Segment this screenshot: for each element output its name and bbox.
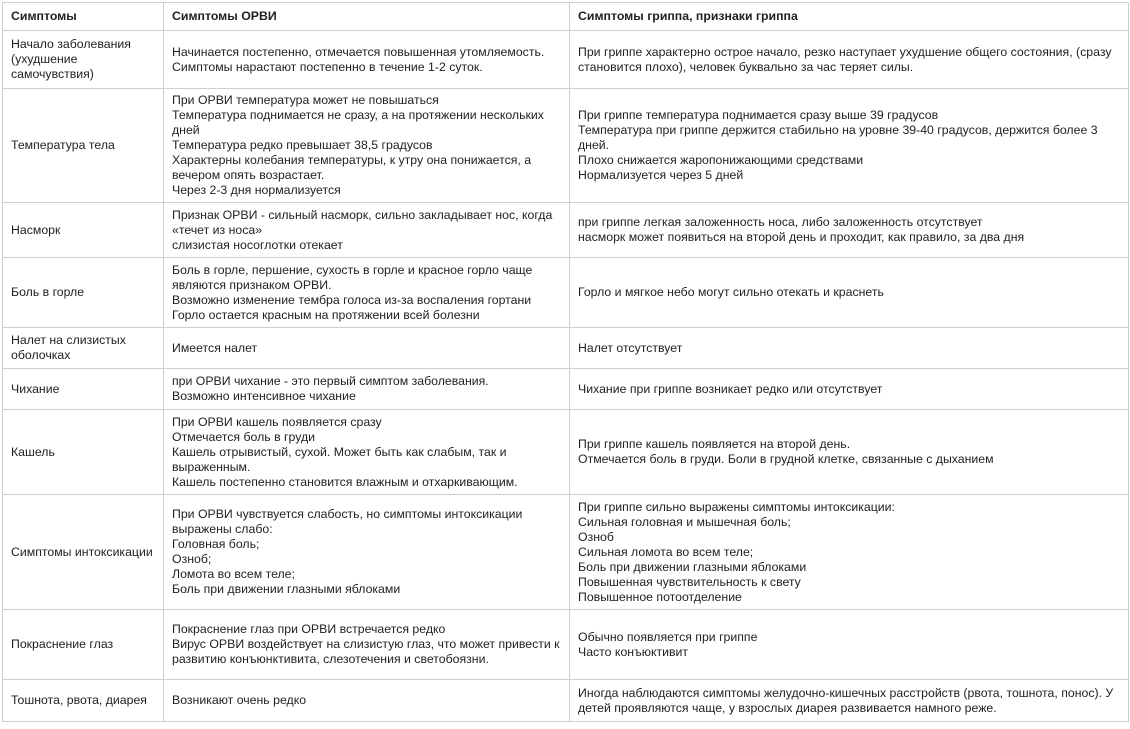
table-row	[3, 610, 1129, 680]
cell-orvi: Признак ОРВИ - сильный насморк, сильно закладывает нос, когда «течет из носа» слизистая носоглотки отекает	[164, 203, 570, 258]
cell-symptom: Симптомы интоксикации	[3, 495, 164, 610]
cell-orvi: Возникают очень редко	[164, 680, 570, 722]
cell-orvi: При ОРВИ кашель появляется сразу Отмечается боль в груди Кашель отрывистый, сухой. Может быть как слабым, так и выраженным. Кашель постепенно становится влажным и отхаркивающим.	[164, 410, 570, 495]
cell-flu: При гриппе температура поднимается сразу выше 39 градусов Температура при гриппе держится стабильно на уровне 39-40 градусов, держится более 3 дней. Плохо снижается жаропонижающими средствами Нормализуется через 5 дней	[570, 89, 1129, 203]
table-row	[3, 258, 1129, 328]
cell-flu: при гриппе легкая заложенность носа, либо заложенность отсутствует насморк может появиться на второй день и проходит, как правило, за два дня	[570, 203, 1129, 258]
cell-flu: Горло и мягкое небо могут сильно отекать и краснеть	[570, 258, 1129, 328]
cell-flu: При гриппе кашель появляется на второй день. Отмечается боль в груди. Боли в грудной клетке, связанные с дыханием	[570, 410, 1129, 495]
cell-orvi: При ОРВИ чувствуется слабость, но симптомы интоксикации выражены слабо: Головная боль; Озноб; Ломота во всем теле; Боль при движении глазными яблоками	[164, 495, 570, 610]
table-row	[3, 328, 1129, 369]
cell-flu: Чихание при гриппе возникает редко или отсутствует	[570, 369, 1129, 410]
cell-symptom: Чихание	[3, 369, 164, 410]
table-row	[3, 495, 1129, 610]
cell-symptom: Насморк	[3, 203, 164, 258]
header-orvi-symptoms: Симптомы ОРВИ	[164, 3, 570, 31]
cell-orvi: при ОРВИ чихание - это первый симптом заболевания. Возможно интенсивное чихание	[164, 369, 570, 410]
cell-flu: Обычно появляется при гриппе Часто конъюктивит	[570, 610, 1129, 680]
cell-flu: Иногда наблюдаются симптомы желудочно-кишечных расстройств (рвота, тошнота, понос). У детей проявляются чаще, у взрослых диарея развивается намного реже.	[570, 680, 1129, 722]
table-row	[3, 410, 1129, 495]
table-row	[3, 203, 1129, 258]
cell-symptom: Кашель	[3, 410, 164, 495]
cell-symptom: Налет на слизистых оболочках	[3, 328, 164, 369]
cell-orvi: Покраснение глаз при ОРВИ встречается редко Вирус ОРВИ воздействует на слизистую глаз, что может привести к развитию конъюнктивита, слезотечения и светобоязни.	[164, 610, 570, 680]
cell-symptom: Боль в горле	[3, 258, 164, 328]
cell-flu: При гриппе характерно острое начало, резко наступает ухудшение общего состояния, (сразу становится плохо), человек буквально за час теряет силы.	[570, 31, 1129, 89]
table-row	[3, 31, 1129, 89]
cell-orvi: Боль в горле, першение, сухость в горле и красное горло чаще являются признаком ОРВИ. Возможно изменение тембра голоса из-за воспаления гортани Горло остается красным на протяжении всей болезни	[164, 258, 570, 328]
cell-symptom: Начало заболевания (ухудшение самочувствия)	[3, 31, 164, 89]
cell-symptom: Покраснение глаз	[3, 610, 164, 680]
cell-orvi: Имеется налет	[164, 328, 570, 369]
cell-orvi: При ОРВИ температура может не повышаться Температура поднимается не сразу, а на протяжении нескольких дней Температура редко превышает 38,5 градусов Характерны колебания температуры, к утру она понижается, а вечером опять возрастает. Через 2-3 дня нормализуется	[164, 89, 570, 203]
cell-symptom: Тошнота, рвота, диарея	[3, 680, 164, 722]
cell-symptom: Температура тела	[3, 89, 164, 203]
cell-flu: При гриппе сильно выражены симптомы интоксикации: Сильная головная и мышечная боль; Озноб Сильная ломота во всем теле; Боль при движении глазными яблоками Повышенная чувствительность к свету Повышенное потоотделение	[570, 495, 1129, 610]
cell-flu: Налет отсутствует	[570, 328, 1129, 369]
table-header-row	[3, 3, 1129, 31]
table-row	[3, 89, 1129, 203]
header-symptoms: Симптомы	[3, 3, 164, 31]
cell-orvi: Начинается постепенно, отмечается повышенная утомляемость. Симптомы нарастают постепенно в течение 1-2 суток.	[164, 31, 570, 89]
symptoms-comparison-table	[2, 2, 1129, 722]
header-flu-symptoms: Симптомы гриппа, признаки гриппа	[570, 3, 1129, 31]
table-row	[3, 369, 1129, 410]
table-row	[3, 680, 1129, 722]
